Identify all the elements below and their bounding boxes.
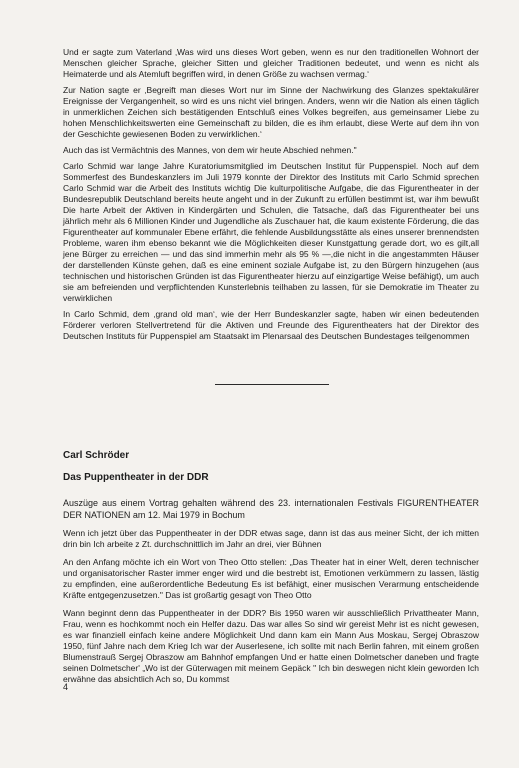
paragraph-theo-otto: An den Anfang möchte ich ein Wort von Theo Otto stellen: „Das Theater hat in einer Welt, deren technischer und organisatorischer Raster immer enger wird und die bestrebt ist, Emotionen verkümmern zu lassen, lästig zu empfinden, eine außerordentliche Bedeutung Es ist befähigt, einer musischen Verarmung entscheidende Kräfte entgegenzusetzen." Das ist großartig gesagt von Theo Otto [63, 557, 479, 600]
author-name: Carl Schröder [63, 450, 130, 461]
article-subtitle: Auszüge aus einem Vortrag gehalten während des 23. internationalen Festivals FIGURENTHEATER DER NATIONEN am 12. Mai 1979 in Bochum [63, 498, 479, 520]
paragraph-vermaechtnis: Auch das ist Vermächtnis des Mannes, von dem wir heute Abschied nehmen." [63, 145, 357, 155]
section-divider [215, 384, 329, 385]
paragraph-beginning: Wann beginnt denn das Puppentheater in der DDR? Bis 1950 waren wir ausschließlich Privattheater Mann, Frau, wenn es hochkommt noch ein Helfer dazu. Das war alles So sind wir gereist Mehr ist es nicht gewesen, es war finanziell einfach keine andere Möglichkeit Und dann kam ein Mann Aus Moskau, Sergej Obraszow 1950, fünf Jahre nach dem Krieg Ich war der Auserlesene, ich sollte mit nach Berlin fahren, mit einem großen Blumenstrauß Sergej Obraszow am Bahnhof empfangen Und er hatte einen Dolmetscher daneben und fragte seinen Dolmetscher' „Wo ist der Güterwagen mit meinem Gepäck " Ich bin deswegen nicht klein geworden Ich erwähne das absichtlich Ach so, Du kommst [63, 608, 479, 684]
paragraph-kuratorium: Carlo Schmid war lange Jahre Kuratoriumsmitglied im Deutschen Institut für Puppenspiel. Noch auf dem Sommerfest des Bundeskanzlers im Juli 1979 konnte der Direktor des Instituts mit Carlo Schmid sprechen Carlo Schmid war die Arbeit des Instituts wichtig Die kulturpolitische Aufgabe, die das Figurentheater in der Bundesrepublik Deutschland bereits heute angeht und in der Zukunft zu erfüllen bestimmt ist, war ihm bewußt Die harte Arbeit der Aktiven in Kindergärten und Schulen, die Tatsache, daß das Figurentheater bei uns jährlich mehr als 6 Millionen Kinder und Jugendliche als Zuschauer hat, die kaum existente Förderung, die das Figurentheater auf kommunaler Ebene erfährt, die fehlende Ausbildungsstätte als eines unserer brennendsten Probleme, waren ihm ebenso bekannt wie die Möglichkeiten dieser Kunstgattung gerade dort, wo es gilt,all jene Bürger zu erreichen — und das sind immerhin mehr als 95 % —,die nicht in die angestammten Häuser der darstellenden Künste gehen, daß es eine eminent soziale Aufgabe ist, zu den Bürgern hinzugehen (aus technischen und historischen Gründen ist das Figurentheater hierzu auf einzigartige Weise befähigt), um auch sie am befreienden und verpflichtenden Kunsterlebnis teilhaben zu lassen, für sie Demokratie im Theater zu verwirklichen [63, 161, 479, 303]
ddr-article [63, 450, 479, 692]
paragraph-grand-old-man: In Carlo Schmid, dem ‚grand old man‘, wie der Herr Bundeskanzler sagte, haben wir einen bedeutenden Förderer verloren Stellvertretend für die Aktiven und Freunde des Figurentheaters hat der Direktor des Deutschen Instituts für Puppenspiel am Staatsakt im Plenarsaal des Deutschen Bundestages teilgenommen [63, 309, 479, 341]
paragraph-vaterland: Und er sagte zum Vaterland ‚Was wird uns dieses Wort geben, wenn es nur den traditionellen Wohnort der Menschen gleicher Sprache, gleicher Sitten und gleicher Traditionen bedeutet, und wenn es nicht als Heimaterde und als Atemluft begriffen wird, in denen Größe zu wachsen vermag.‘ [63, 47, 479, 79]
paragraph-intro: Wenn ich jetzt über das Puppentheater in der DDR etwas sage, dann ist das aus meiner Sicht, der ich mitten drin bin Ich arbeite z Zt. durchschnittlich im Jahr an drei, vier Bühnen [63, 528, 479, 549]
carlo-schmid-article-continuation [63, 47, 479, 347]
article-title: Das Puppentheater in der DDR [63, 472, 209, 483]
page-number: 4 [63, 682, 69, 692]
paragraph-nation: Zur Nation sagte er ‚Begreift man dieses Wort nur im Sinne der Nachwirkung des Glanzes spektakulärer Ereignisse der Vergangenheit, so wird es uns nicht viel bringen. Anders, wenn wir die Nation als einen täglich in unmerklichen Zeichen sich bestätigenden Entschluß eines Volkes begreifen, aus gemeinsamer Liebe zu hohen Menschlichkeitswerten eine Gemeinschaft zu bilden, die es ihm erlaubt, diese Werte auf dem ihn von der Geschichte gewiesenen Boden zu verwirklichen.‘ [63, 85, 479, 139]
